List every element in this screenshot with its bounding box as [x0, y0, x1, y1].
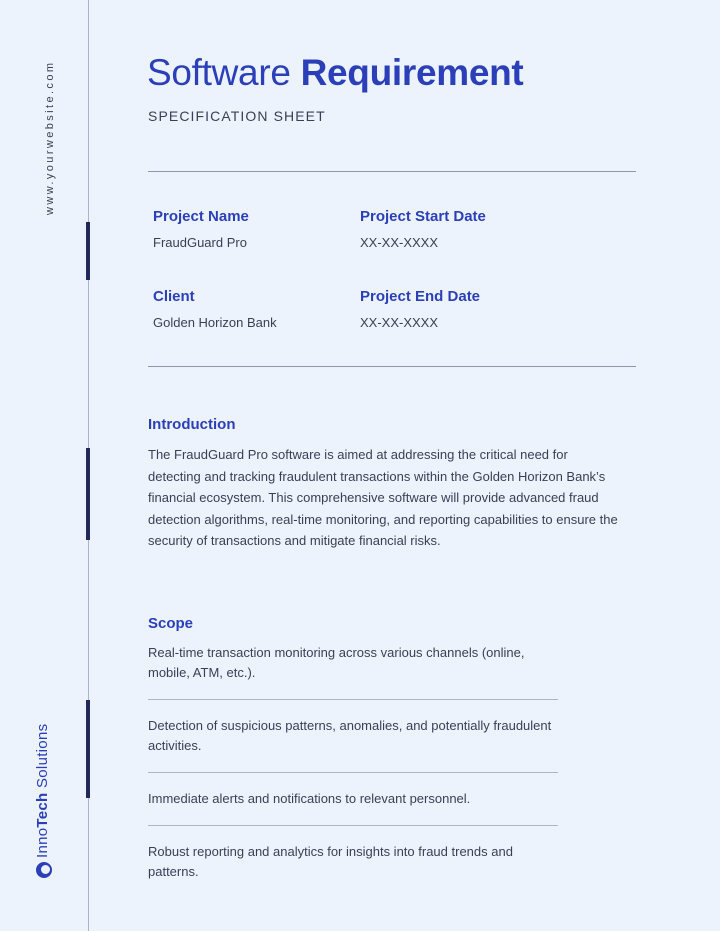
introduction-body: The FraudGuard Pro software is aimed at addressing the critical need for detecting and tracking fraudulent transactions within the Golden Horizon Bank’s financial ecosystem. This comprehensive software will provide advanced fraud detection algorithms, real-time monitoring, and reporting capabilities to ensure the security of transactions and mitigate financial risks.: [148, 447, 618, 549]
client-value: Golden Horizon Bank: [153, 315, 277, 330]
brand-name-bold: Tech: [34, 792, 51, 828]
project-name-label: Project Name: [153, 208, 249, 225]
margin-accent-bar: [86, 700, 90, 798]
scope-item: Immediate alerts and notifications to relevant personnel.: [148, 791, 471, 806]
brand-logo-icon: [36, 862, 52, 878]
page-title: [147, 52, 523, 94]
brand-name: [34, 724, 51, 858]
page-subtitle: SPECIFICATION SHEET: [148, 108, 326, 124]
brand-name-rest: Solutions: [34, 723, 51, 793]
project-end-date-label: Project End Date: [360, 288, 481, 305]
scope-divider: [148, 825, 558, 826]
website-url: www.yourwebsite.com: [44, 60, 56, 215]
scope-divider: [148, 772, 558, 773]
project-start-date-label: Project Start Date: [360, 208, 486, 225]
page-title-bold: Requirement: [300, 52, 524, 93]
page-title-light: Software: [147, 52, 301, 93]
scope-item: Detection of suspicious patterns, anomalies, and potentially fraudulent activities.: [148, 718, 552, 753]
margin-accent-bar: [86, 222, 90, 280]
scope-divider: [148, 699, 558, 700]
divider: [148, 171, 636, 172]
divider: [148, 366, 636, 367]
project-end-date-value: XX-XX-XXXX: [360, 315, 439, 330]
scope-item: Robust reporting and analytics for insights into fraud trends and patterns.: [148, 844, 513, 879]
margin-accent-bar: [86, 448, 90, 540]
scope-heading: Scope: [148, 615, 194, 632]
introduction-heading: Introduction: [148, 416, 236, 433]
brand-name-light: Inno: [34, 827, 51, 858]
project-start-date-value: XX-XX-XXXX: [360, 235, 439, 250]
client-label: Client: [153, 288, 195, 305]
scope-item: Real-time transaction monitoring across various channels (online, mobile, ATM, etc.).: [148, 645, 525, 680]
project-name-value: FraudGuard Pro: [153, 235, 247, 250]
